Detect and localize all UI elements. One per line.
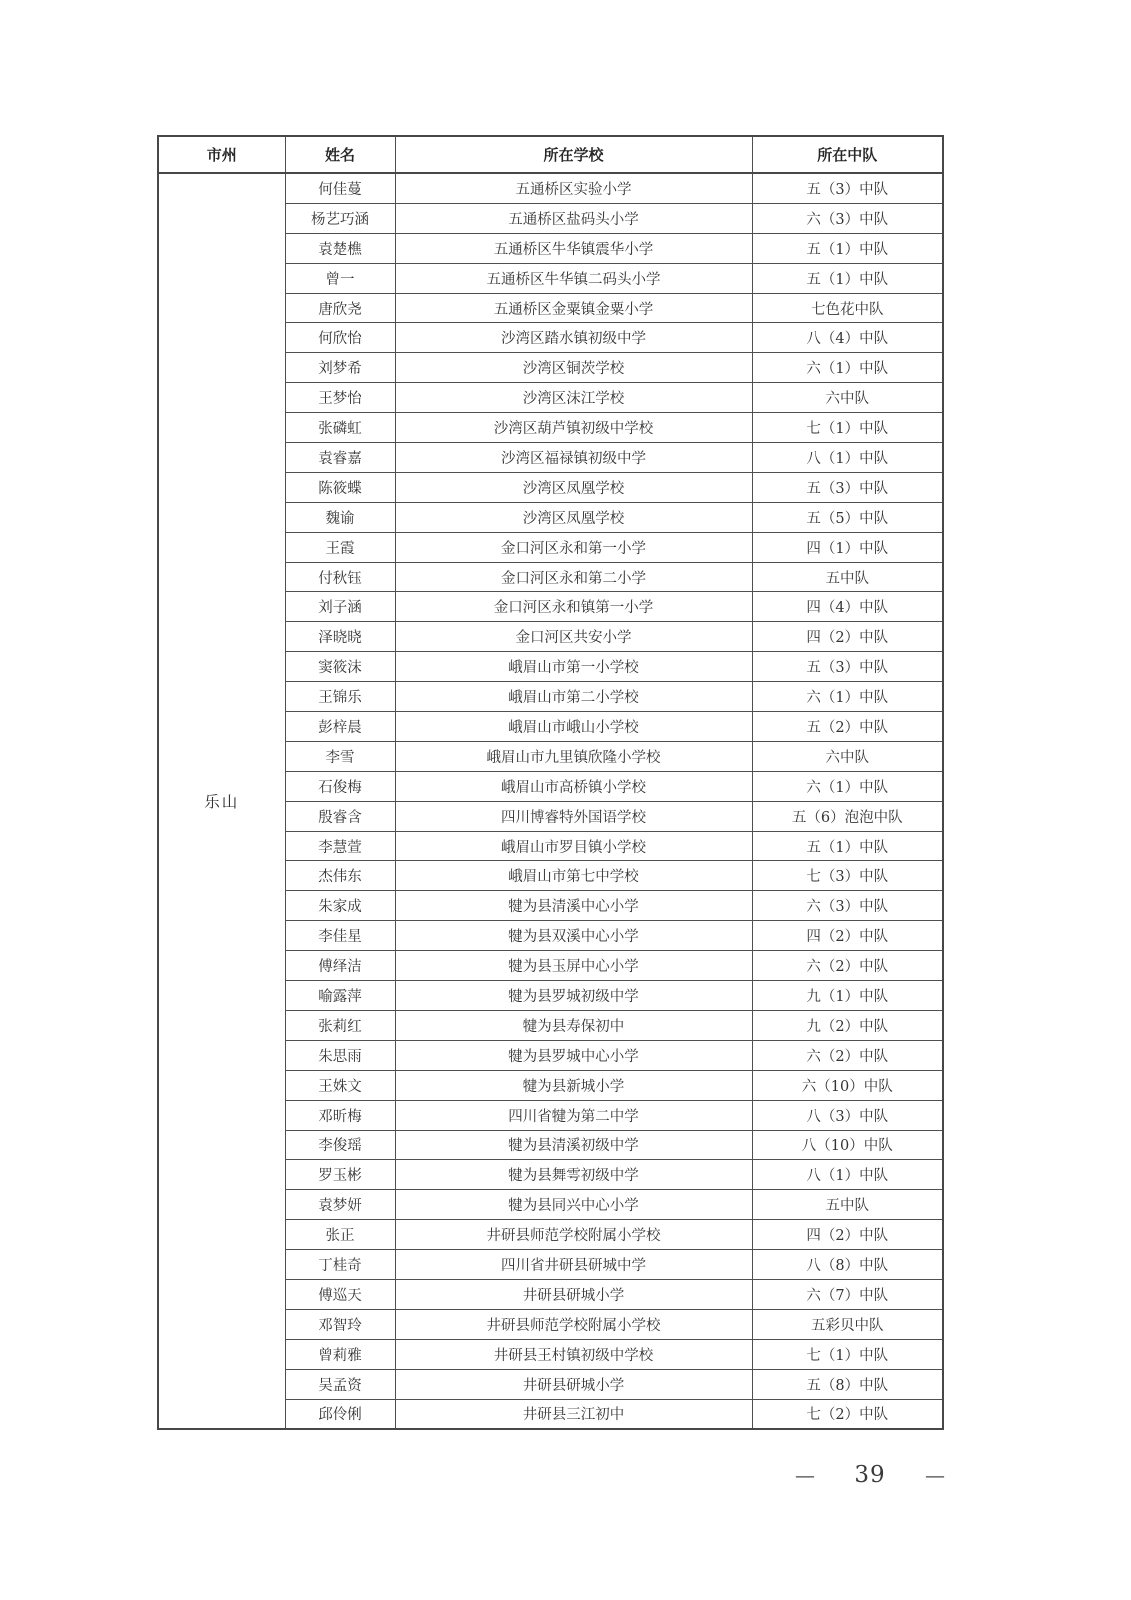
cell-school: 沙湾区凤凰学校 [395, 472, 752, 502]
cell-school: 四川省井研县研城中学 [395, 1250, 752, 1280]
cell-team: 八（1）中队 [752, 443, 943, 473]
col-header-team: 所在中队 [752, 136, 943, 173]
cell-school: 井研县研城小学 [395, 1279, 752, 1309]
cell-school: 五通桥区盐码头小学 [395, 203, 752, 233]
cell-team: 五彩贝中队 [752, 1309, 943, 1339]
cell-student-name: 彭梓晨 [285, 712, 395, 742]
cell-student-name: 李雪 [285, 741, 395, 771]
cell-school: 峨眉山市九里镇欣隆小学校 [395, 741, 752, 771]
cell-student-name: 张正 [285, 1220, 395, 1250]
cell-student-name: 刘子涵 [285, 592, 395, 622]
cell-student-name: 何欣怡 [285, 323, 395, 353]
student-roster-table [157, 135, 944, 1430]
cell-student-name: 王锦乐 [285, 682, 395, 712]
cell-team: 五中队 [752, 562, 943, 592]
cell-team: 五（6）泡泡中队 [752, 801, 943, 831]
cell-student-name: 泽晓晓 [285, 622, 395, 652]
cell-team: 五（3）中队 [752, 173, 943, 203]
page-number-value: 39 [854, 1462, 886, 1488]
cell-team: 八（1）中队 [752, 1160, 943, 1190]
cell-student-name: 傅巡天 [285, 1279, 395, 1309]
cell-team: 九（2）中队 [752, 1010, 943, 1040]
cell-team: 七（2）中队 [752, 1399, 943, 1429]
cell-school: 犍为县罗城初级中学 [395, 981, 752, 1011]
cell-team: 五（1）中队 [752, 263, 943, 293]
col-header-name: 姓名 [285, 136, 395, 173]
cell-team: 七色花中队 [752, 293, 943, 323]
cell-school: 井研县研城小学 [395, 1369, 752, 1399]
page-number-left-dash: — [795, 1463, 815, 1487]
cell-team: 八（3）中队 [752, 1100, 943, 1130]
cell-school: 金口河区永和第一小学 [395, 532, 752, 562]
cell-school: 峨眉山市罗目镇小学校 [395, 831, 752, 861]
cell-school: 沙湾区铜茨学校 [395, 353, 752, 383]
cell-school: 犍为县清溪中心小学 [395, 891, 752, 921]
cell-student-name: 张莉红 [285, 1010, 395, 1040]
cell-student-name: 窦筱沫 [285, 652, 395, 682]
cell-team: 八（8）中队 [752, 1250, 943, 1280]
cell-school: 沙湾区葫芦镇初级中学校 [395, 413, 752, 443]
cell-school: 沙湾区福禄镇初级中学 [395, 443, 752, 473]
cell-student-name: 喻露萍 [285, 981, 395, 1011]
cell-school: 五通桥区牛华镇震华小学 [395, 233, 752, 263]
cell-team: 五中队 [752, 1190, 943, 1220]
cell-student-name: 李俊瑶 [285, 1130, 395, 1160]
cell-student-name: 李佳星 [285, 921, 395, 951]
cell-team: 四（1）中队 [752, 532, 943, 562]
cell-team: 五（8）中队 [752, 1369, 943, 1399]
region-cell: 乐山 [158, 173, 285, 1429]
table-row [158, 173, 943, 203]
cell-team: 八（10）中队 [752, 1130, 943, 1160]
cell-student-name: 刘梦希 [285, 353, 395, 383]
cell-school: 井研县师范学校附属小学校 [395, 1220, 752, 1250]
cell-school: 犍为县同兴中心小学 [395, 1190, 752, 1220]
cell-student-name: 朱思雨 [285, 1040, 395, 1070]
cell-student-name: 杰伟东 [285, 861, 395, 891]
table-body [158, 173, 943, 1429]
cell-school: 犍为县舞雩初级中学 [395, 1160, 752, 1190]
cell-student-name: 丁桂奇 [285, 1250, 395, 1280]
cell-team: 五（1）中队 [752, 233, 943, 263]
cell-school: 五通桥区金粟镇金粟小学 [395, 293, 752, 323]
col-header-school: 所在学校 [395, 136, 752, 173]
cell-school: 犍为县寿保初中 [395, 1010, 752, 1040]
cell-school: 峨眉山市第七中学校 [395, 861, 752, 891]
cell-student-name: 石俊梅 [285, 771, 395, 801]
cell-team: 五（3）中队 [752, 472, 943, 502]
cell-team: 九（1）中队 [752, 981, 943, 1011]
cell-team: 六中队 [752, 741, 943, 771]
cell-team: 四（2）中队 [752, 921, 943, 951]
cell-school: 峨眉山市第二小学校 [395, 682, 752, 712]
cell-student-name: 唐欣尧 [285, 293, 395, 323]
cell-school: 峨眉山市峨山小学校 [395, 712, 752, 742]
cell-team: 五（3）中队 [752, 652, 943, 682]
cell-student-name: 吴孟资 [285, 1369, 395, 1399]
cell-school: 金口河区永和第二小学 [395, 562, 752, 592]
cell-team: 五（1）中队 [752, 831, 943, 861]
page-number [795, 1462, 945, 1488]
cell-team: 七（1）中队 [752, 1339, 943, 1369]
table-header [158, 136, 943, 173]
cell-school: 峨眉山市高桥镇小学校 [395, 771, 752, 801]
cell-student-name: 王梦怡 [285, 383, 395, 413]
cell-team: 六（1）中队 [752, 682, 943, 712]
cell-school: 犍为县清溪初级中学 [395, 1130, 752, 1160]
cell-school: 峨眉山市第一小学校 [395, 652, 752, 682]
cell-student-name: 罗玉彬 [285, 1160, 395, 1190]
cell-student-name: 杨艺巧涵 [285, 203, 395, 233]
cell-school: 四川博睿特外国语学校 [395, 801, 752, 831]
cell-team: 六（2）中队 [752, 1040, 943, 1070]
cell-school: 井研县师范学校附属小学校 [395, 1309, 752, 1339]
cell-school: 沙湾区踏水镇初级中学 [395, 323, 752, 353]
cell-team: 六（3）中队 [752, 203, 943, 233]
cell-student-name: 邱伶俐 [285, 1399, 395, 1429]
cell-school: 金口河区共安小学 [395, 622, 752, 652]
cell-team: 四（4）中队 [752, 592, 943, 622]
cell-student-name: 朱家成 [285, 891, 395, 921]
cell-team: 六（1）中队 [752, 771, 943, 801]
cell-team: 四（2）中队 [752, 622, 943, 652]
cell-school: 金口河区永和镇第一小学 [395, 592, 752, 622]
cell-student-name: 李慧萱 [285, 831, 395, 861]
cell-student-name: 王姝文 [285, 1070, 395, 1100]
cell-student-name: 傅绎洁 [285, 951, 395, 981]
cell-school: 犍为县双溪中心小学 [395, 921, 752, 951]
page-number-right-dash: — [925, 1463, 945, 1487]
cell-school: 四川省犍为第二中学 [395, 1100, 752, 1130]
cell-student-name: 邓智玲 [285, 1309, 395, 1339]
cell-team: 八（4）中队 [752, 323, 943, 353]
cell-student-name: 殷睿含 [285, 801, 395, 831]
cell-team: 六（2）中队 [752, 951, 943, 981]
cell-school: 五通桥区实验小学 [395, 173, 752, 203]
cell-team: 四（2）中队 [752, 1220, 943, 1250]
cell-student-name: 袁楚樵 [285, 233, 395, 263]
cell-school: 犍为县玉屏中心小学 [395, 951, 752, 981]
cell-team: 七（1）中队 [752, 413, 943, 443]
col-header-city: 市州 [158, 136, 285, 173]
cell-student-name: 陈筱蝶 [285, 472, 395, 502]
cell-student-name: 袁睿嘉 [285, 443, 395, 473]
cell-student-name: 付秋钰 [285, 562, 395, 592]
cell-student-name: 张磷虹 [285, 413, 395, 443]
cell-team: 六中队 [752, 383, 943, 413]
cell-student-name: 曾莉雅 [285, 1339, 395, 1369]
cell-student-name: 曾一 [285, 263, 395, 293]
cell-school: 沙湾区沫江学校 [395, 383, 752, 413]
cell-school: 犍为县罗城中心小学 [395, 1040, 752, 1070]
cell-team: 六（7）中队 [752, 1279, 943, 1309]
cell-team: 六（3）中队 [752, 891, 943, 921]
cell-school: 井研县王村镇初级中学校 [395, 1339, 752, 1369]
cell-team: 五（2）中队 [752, 712, 943, 742]
cell-team: 七（3）中队 [752, 861, 943, 891]
cell-school: 犍为县新城小学 [395, 1070, 752, 1100]
cell-student-name: 邓昕梅 [285, 1100, 395, 1130]
cell-team: 六（1）中队 [752, 353, 943, 383]
cell-team: 六（10）中队 [752, 1070, 943, 1100]
cell-school: 井研县三江初中 [395, 1399, 752, 1429]
cell-student-name: 何佳蔓 [285, 173, 395, 203]
cell-student-name: 魏谕 [285, 502, 395, 532]
cell-student-name: 袁梦妍 [285, 1190, 395, 1220]
cell-student-name: 王霞 [285, 532, 395, 562]
cell-team: 五（5）中队 [752, 502, 943, 532]
cell-school: 五通桥区牛华镇二码头小学 [395, 263, 752, 293]
cell-school: 沙湾区凤凰学校 [395, 502, 752, 532]
